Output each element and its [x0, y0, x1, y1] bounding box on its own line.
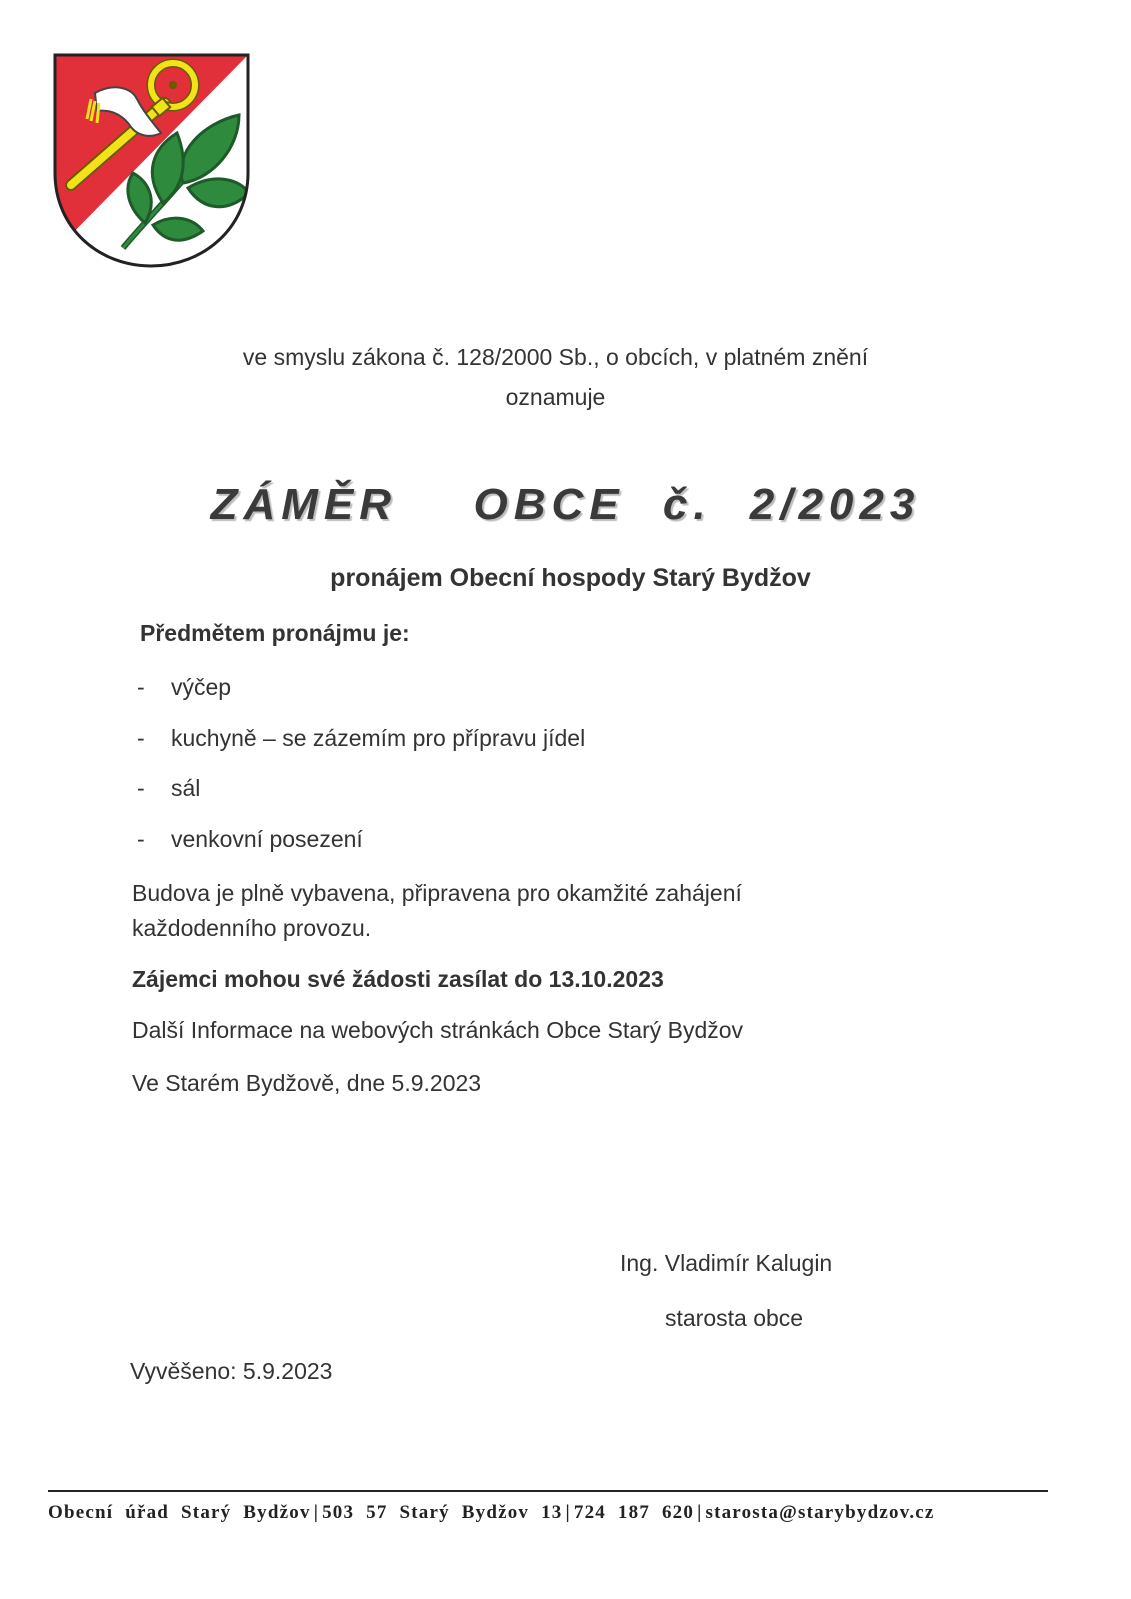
subject-heading: Předmětem pronájmu je:: [140, 620, 410, 646]
footer-contact: [48, 1502, 1048, 1524]
list-dash: -: [137, 775, 145, 801]
posted-date: Vyvěšeno: 5.9.2023: [130, 1358, 333, 1384]
municipal-coat-of-arms-logo: [53, 53, 250, 269]
place-and-date: Ve Starém Bydžově, dne 5.9.2023: [132, 1070, 482, 1096]
list-item: [137, 725, 585, 752]
list-dash: -: [137, 674, 145, 700]
list-item-text: kuchyně – se zázemím pro přípravu jídel: [171, 725, 586, 751]
building-description: Budova je plně vybavena, připravena pro okamžité zahájení každodenního provozu.: [132, 880, 742, 941]
footer-separator: |: [313, 1502, 320, 1523]
footer-phone: 724 187 620: [573, 1502, 695, 1523]
legal-basis-line: ve smyslu zákona č. 128/2000 Sb., o obcích, v platném znění: [242, 344, 869, 370]
footer-office: Obecní úřad Starý Bydžov: [48, 1502, 311, 1523]
list-dash: -: [137, 826, 145, 852]
list-item: [137, 674, 231, 701]
signer-name: Ing. Vladimír Kalugin: [620, 1250, 833, 1276]
more-info-line: Další Informace na webových stránkách Obce Starý Bydžov: [132, 1017, 744, 1043]
footer-email: starosta@starybydzov.cz: [705, 1502, 935, 1523]
list-item-text: výčep: [171, 674, 232, 700]
document-subtitle: pronájem Obecní hospody Starý Bydžov: [330, 564, 811, 592]
list-dash: -: [137, 725, 145, 751]
list-item: [137, 826, 363, 853]
list-item: [137, 775, 200, 802]
list-item-text: venkovní posezení: [171, 826, 363, 852]
footer-divider: [48, 1490, 1048, 1492]
announces-line: oznamuje: [505, 384, 606, 410]
footer-address: 503 57 Starý Bydžov 13: [322, 1502, 563, 1523]
footer-separator: |: [697, 1502, 703, 1523]
document-title: ZÁMĚR OBCE č. 2/2023: [210, 480, 921, 529]
deadline-notice: Zájemci mohou své žádosti zasílat do 13.10.2023: [132, 966, 664, 992]
list-item-text: sál: [171, 775, 201, 801]
footer-separator: |: [565, 1502, 571, 1523]
signer-role: starosta obce: [665, 1305, 804, 1331]
